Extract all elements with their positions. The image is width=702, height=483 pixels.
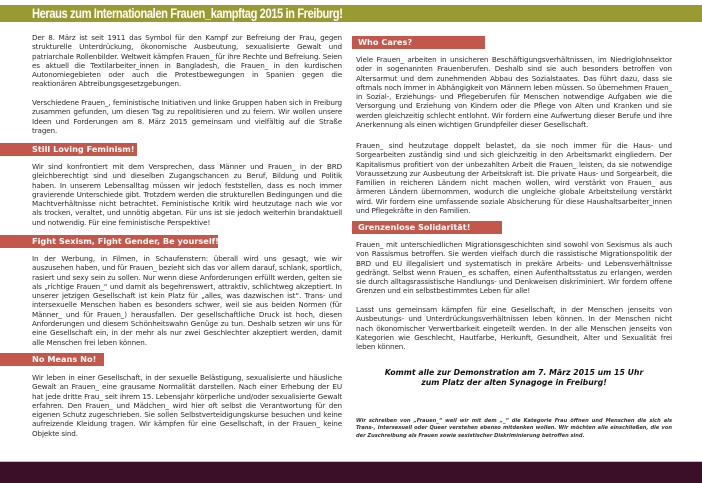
page-title: Heraus zum Internationalen Frauen_kampftag 2015 in Freiburg! xyxy=(32,6,343,21)
heading-fight-sexism: Fight Sexism, Fight Gender, Be yourself! xyxy=(0,235,218,248)
intro-paragraph-1: Der 8. März ist seit 1911 das Symbol für den Kampf zur Befreiung der Frau, gegen strukturelle Unterdrückung, ökonomische Ausbeutung, sexualisierte Gewalt und patriarchale Rollenbilder. Weltweit kämpfen Frauen_ für ihre Rechte und Befreiung. Seien es aktuell die Textilarbeiter_innen in Bangladesh, die Frauen_ in den kurdischen Autonomiegebieten oder auch die Protestbewegungen in Spanien gegen die reaktionären Abtreibungsgesetzgebungen. xyxy=(32,33,342,89)
section-text-still-loving-feminism: Wir sind konfrontiert mit dem Versprechen, dass Männer und Frauen_ in der BRD gleichberechtigt sind und dieselben Zugangschancen zu Beruf, Bildung und Politik haben. In unserem Lebensalltag müssen wir jedoch feststellen, dass es noch immer gravierende Unterschiede gibt. Trotzdem werden die strukturellen Bedingungen und die Machtverhältnisse nicht betrachtet. Feministische Kritik wird heutzutage nach wie vor als trocken, veraltet, und unnötig abgetan. Für uns ist sie jedoch weiterhin brandaktuell und notwendig. Für eine feministische Perspektive! xyxy=(32,162,342,227)
who-cares-paragraph-1: Viele Frauen_ arbeiten in unsicheren Beschäftigungsverhältnissen, im Niedriglohnsektor oder in sogenannten Frauenberufen. Deshalb sind sie auch besonders betroffen von Altersarmut und dem zunehmenden Abbau des Sozialstaates. Das führt dazu, dass sie oftmals noch immer in Abhängigkeit von Männern leben müssen. So übernehmen Frauen_ in Sozial-, Erziehungs- und Pflegeberufen für Menschen notwendige Aufgaben wie die Versorgung und Erziehung von Kindern oder die Pflege von Alten und Kranken und sie werden gleichzeitig schlecht entlohnt. Wir fordern eine Aufwertung dieser Berufe und ihre Anerkennung als einen wichtigen Grundpfeiler dieser Gesellschaft. xyxy=(356,55,672,130)
solidaritaet-paragraph-1: Frauen_ mit unterschiedlichen Migrationsgeschichten sind sowohl von Sexismus als auch von Rassismus betroffen. Sie werden vielfach durch die rassistische Migrationspolitik der BRD und EU illegalisiert und systematisch in prekäre Arbeits- und Lebensverhältnisse gedrängt. Selbst wenn Frauen_ es schaffen, einen Aufenthaltsstatus zu erlangen, werden sie durch alltagsrassistische Handlungs- und Denkweisen diskriminiert. Wir fordern offene Grenzen und ein selbstbestimmtes Leben für alle! xyxy=(356,240,672,296)
section-text-no-means-no: Wir leben in einer Gesellschaft, in der sexuelle Belästigung, sexualisierte und häusliche Gewalt an Frauen_ eine grausame Normalität darstellen. Nach einer Erhebung der EU hat jede dritte Frau_ seit ihrem 15. Lebensjahr körperliche und/oder sexualisierte Gewalt erfahren. Den Frauen_ und Mädchen_ wird hier oft selbst die Verantwortung für den eigenen Schutz zugeschrieben. Sie sollen Selbstverteidigungskurse besuchen und keine aufreizende Kleidung tragen. Wir kämpfen für eine Gesellschaft, in der Frauen_ keine Objekte sind. xyxy=(32,373,342,438)
section-text-fight-sexism: In der Werbung, in Filmen, in Schaufenstern: überall wird uns gesagt, wie wir auszusehen haben, und für Frauen_ bezieht sich das vor allem darauf, schlank, sportlich, rasiert und sexy sein zu sollen. Nur wenn diese Anforderungen erfüllt werden, gelten sie als „richtige Frauen_“ und damit als begehrenswert, attraktiv, schlichtweg akzeptiert. In unserer jetzigen Gesellschaft ist kein Platz für „alles, was dazwischen ist“. Trans- und intersexuelle Menschen haben es besonders schwer, weil sie aus beiden Normen (für Männer_ und für Frauen_) herausfallen. Der gesellschaftliche Druck ist hoch, diesen Anforderungen und diesem Schönheitswahn Genüge zu tun. Deshalb setzen wir uns für eine Gesellschaft ein, in der mehr als nur zwei Geschlechter akzeptiert werden, damit alle Menschen frei leben können. xyxy=(32,254,342,347)
heading-still-loving-feminism: Still Loving Feminism! xyxy=(0,143,137,156)
gender-gap-footnote: Wir schreiben von „Frauen_“ weil wir mit dem „_“ die Kategorie Frau öffnen und Menschen die sich als Trans-, Intersexuell oder Queer verstehen ebenso mitdenken wollen. Wir möchten alle einschließen, die von der Zuschreibung als Frauen sowie sexistischer Diskriminierung betroffen sind. xyxy=(356,418,672,439)
footer-bar xyxy=(0,461,702,483)
intro-paragraph-2: Verschiedene Frauen_, feministische Initiativen und linke Gruppen haben sich in Freiburg zusammen gefunden, um diesen Tag zu repolitisieren und zu feiern. Wir wollen unsere Ideen und Forderungen am 8. März 2015 gemeinsam und vielfältig auf die Straße tragen. xyxy=(32,98,342,135)
heading-no-means-no: No Means No! xyxy=(0,353,104,366)
heading-who-cares: Who Cares? xyxy=(352,36,485,49)
who-cares-paragraph-2: Frauen_ sind heutzutage doppelt belastet, da sie noch immer für die Haus- und Sorgearbeiten zuständig sind und sich gleichzeitig in den Arbeitsmarkt eingliedern. Der Kapitalismus profitiert von der unbezahlten Arbeit die Frauen_ leisten, da sie notwendige Voraussetzung zur Ausbeutung der Arbeitskraft ist. Die private Haus- und Sorgearbeit, die Familien in reicheren Ländern nicht machen wollen, wird verstärkt von Frauen_ aus ärmeren Ländern übernommen, wodurch die ungleiche globale Arbeitsteilung verstärkt wird. Wir fordern eine umfassende soziale Absicherung für diese Haushaltsarbeiter_innen und Pflegekräfte in den Familien. xyxy=(356,141,672,216)
callout-line-2: zum Platz der alten Synagoge in Freiburg! xyxy=(421,377,607,387)
solidaritaet-paragraph-2: Lasst uns gemeinsam kämpfen für eine Gesellschaft, in der Menschen jenseits von Ausbeutungs- und Unterdrückungsverhältnissen leben können. In der Menschen nicht nach ökonomischer Verwertbarkeit eingeteilt werden. In der alle Menschen jenseits von Kategorien wie Geschlecht, Hautfarbe, Herkunft, Gesundheit, Alter und Sexualität frei leben können. xyxy=(356,305,672,352)
callout-line-1: Kommt alle zur Demonstration am 7. März 2015 um 15 Uhr xyxy=(384,368,644,377)
heading-grenzenlose-solidaritaet: Grenzenlose Solidarität! xyxy=(352,221,502,234)
demonstration-callout xyxy=(356,368,672,388)
title-bar xyxy=(0,5,702,22)
